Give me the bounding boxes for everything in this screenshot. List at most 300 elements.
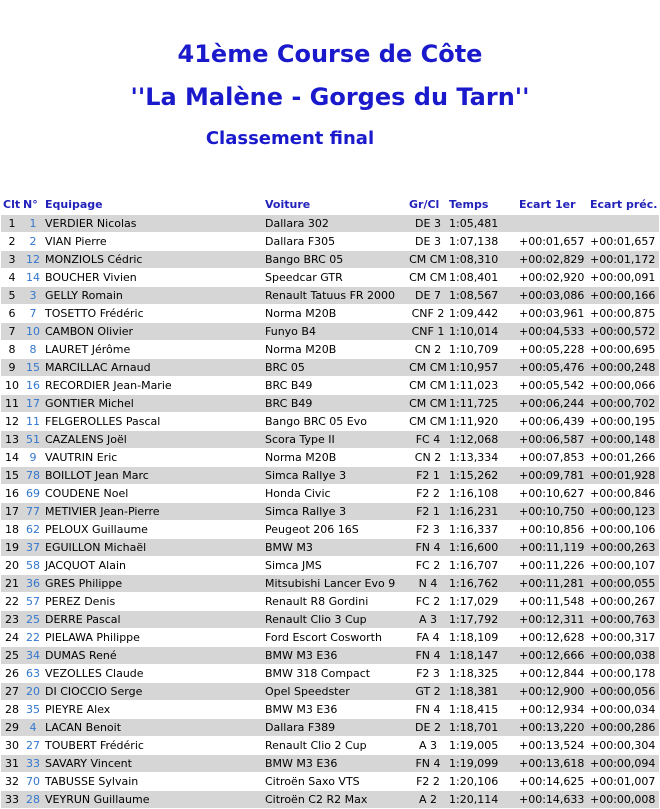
cell-voiture: Renault Clio 2 Cup [263,737,407,755]
cell-ecart-prec: +00:00,695 [588,341,659,359]
cell-temps: 1:16,707 [447,557,517,575]
cell-group-class: FN 4 [407,755,447,773]
cell-ecart-1er: +00:13,524 [517,737,588,755]
cell-ecart-prec: +00:00,055 [588,575,659,593]
cell-clt: 9 [1,359,21,377]
cell-voiture: Speedcar GTR [263,269,407,287]
results-table [1,195,659,808]
cell-ecart-1er: +00:05,228 [517,341,588,359]
cell-voiture: Norma M20B [263,341,407,359]
cell-clt: 5 [1,287,21,305]
cell-ecart-1er: +00:11,548 [517,593,588,611]
cell-voiture: Opel Speedster [263,683,407,701]
cell-equipage: PELOUX Guillaume [43,521,263,539]
cell-ecart-1er: +00:12,666 [517,647,588,665]
cell-equipage: TOSETTO Frédéric [43,305,263,323]
cell-ecart-prec: +00:00,038 [588,647,659,665]
cell-temps: 1:11,920 [447,413,517,431]
table-row [1,755,659,773]
page-subtitle: Classement final [205,128,375,149]
cell-clt: 32 [1,773,21,791]
cell-number: 11 [21,413,43,431]
cell-clt: 19 [1,539,21,557]
table-row [1,485,659,503]
cell-equipage: CAZALENS Joël [43,431,263,449]
cell-temps: 1:13,334 [447,449,517,467]
cell-number: 36 [21,575,43,593]
cell-temps: 1:16,108 [447,485,517,503]
cell-ecart-prec: +00:00,107 [588,557,659,575]
cell-group-class: F2 2 [407,485,447,503]
cell-voiture: BRC B49 [263,395,407,413]
cell-voiture: Mitsubishi Lancer Evo 9 [263,575,407,593]
cell-equipage: PEREZ Denis [43,593,263,611]
cell-temps: 1:05,481 [447,215,517,233]
cell-group-class: CM CM [407,251,447,269]
cell-group-class: F2 2 [407,773,447,791]
cell-voiture: BMW M3 E36 [263,755,407,773]
cell-group-class: CM CM [407,377,447,395]
cell-number: 34 [21,647,43,665]
cell-ecart-1er: +00:06,439 [517,413,588,431]
cell-temps: 1:15,262 [447,467,517,485]
cell-number: 7 [21,305,43,323]
cell-ecart-1er: +00:13,618 [517,755,588,773]
cell-temps: 1:08,401 [447,269,517,287]
cell-equipage: SAVARY Vincent [43,755,263,773]
cell-group-class: DE 3 [407,215,447,233]
cell-temps: 1:09,442 [447,305,517,323]
cell-ecart-prec: +00:00,091 [588,269,659,287]
table-row [1,575,659,593]
cell-temps: 1:11,725 [447,395,517,413]
cell-group-class: DE 3 [407,233,447,251]
cell-equipage: PIEYRE Alex [43,701,263,719]
table-row [1,539,659,557]
cell-clt: 29 [1,719,21,737]
table-row [1,449,659,467]
cell-number: 28 [21,791,43,809]
cell-clt: 25 [1,647,21,665]
cell-number: 15 [21,359,43,377]
cell-ecart-prec: +00:00,106 [588,521,659,539]
cell-ecart-prec: +00:00,148 [588,431,659,449]
cell-ecart-1er: +00:03,086 [517,287,588,305]
cell-ecart-prec: +00:00,572 [588,323,659,341]
cell-number: 14 [21,269,43,287]
cell-clt: 11 [1,395,21,413]
cell-temps: 1:18,415 [447,701,517,719]
cell-temps: 1:12,068 [447,431,517,449]
cell-number: 20 [21,683,43,701]
col-header-ecart-prec: Ecart préc. [588,195,659,215]
table-row [1,251,659,269]
table-row [1,773,659,791]
cell-number: 16 [21,377,43,395]
cell-ecart-prec: +00:00,094 [588,755,659,773]
cell-ecart-1er: +00:10,856 [517,521,588,539]
cell-temps: 1:08,567 [447,287,517,305]
cell-voiture: Peugeot 206 16S [263,521,407,539]
cell-ecart-1er: +00:10,750 [517,503,588,521]
cell-clt: 23 [1,611,21,629]
page-title: 41ème Course de Côte [177,40,483,68]
cell-voiture: Norma M20B [263,449,407,467]
table-row [1,359,659,377]
cell-voiture: Renault R8 Gordini [263,593,407,611]
cell-number: 10 [21,323,43,341]
cell-temps: 1:20,106 [447,773,517,791]
cell-group-class: CM CM [407,413,447,431]
cell-voiture: Simca Rallye 3 [263,503,407,521]
cell-ecart-prec: +00:00,008 [588,791,659,809]
table-row [1,737,659,755]
cell-ecart-1er: +00:09,781 [517,467,588,485]
cell-number: 35 [21,701,43,719]
cell-ecart-prec: +00:01,657 [588,233,659,251]
cell-group-class: GT 2 [407,683,447,701]
cell-temps: 1:20,114 [447,791,517,809]
cell-temps: 1:18,701 [447,719,517,737]
cell-number: 22 [21,629,43,647]
cell-number: 58 [21,557,43,575]
cell-temps: 1:11,023 [447,377,517,395]
cell-number: 27 [21,737,43,755]
cell-number: 63 [21,665,43,683]
cell-ecart-prec: +00:00,195 [588,413,659,431]
cell-temps: 1:18,325 [447,665,517,683]
cell-voiture: Citroën C2 R2 Max [263,791,407,809]
results-table-body [1,215,659,809]
cell-ecart-prec: +00:00,763 [588,611,659,629]
cell-clt: 18 [1,521,21,539]
cell-ecart-prec: +00:00,034 [588,701,659,719]
cell-number: 12 [21,251,43,269]
cell-equipage: MONZIOLS Cédric [43,251,263,269]
table-header-row [1,195,659,215]
col-header-number: N° [21,195,43,215]
table-row [1,395,659,413]
cell-clt: 12 [1,413,21,431]
cell-voiture: Dallara F389 [263,719,407,737]
cell-clt: 1 [1,215,21,233]
table-row [1,341,659,359]
cell-ecart-prec [588,215,659,233]
cell-ecart-1er: +00:13,220 [517,719,588,737]
cell-equipage: BOILLOT Jean Marc [43,467,263,485]
cell-equipage: VERDIER Nicolas [43,215,263,233]
cell-equipage: MARCILLAC Arnaud [43,359,263,377]
cell-equipage: RECORDIER Jean-Marie [43,377,263,395]
cell-ecart-1er: +00:06,587 [517,431,588,449]
cell-group-class: FN 4 [407,701,447,719]
cell-ecart-1er: +00:12,900 [517,683,588,701]
cell-equipage: BOUCHER Vivien [43,269,263,287]
cell-equipage: FELGEROLLES Pascal [43,413,263,431]
cell-ecart-1er: +00:03,961 [517,305,588,323]
cell-clt: 10 [1,377,21,395]
cell-group-class: F2 1 [407,503,447,521]
cell-voiture: Bango BRC 05 [263,251,407,269]
cell-ecart-1er: +00:12,628 [517,629,588,647]
cell-clt: 21 [1,575,21,593]
cell-voiture: Scora Type II [263,431,407,449]
event-name: ''La Malène - Gorges du Tarn'' [130,83,530,111]
table-row [1,233,659,251]
cell-number: 62 [21,521,43,539]
table-row [1,557,659,575]
cell-number: 1 [21,215,43,233]
cell-group-class: FN 4 [407,647,447,665]
cell-temps: 1:17,792 [447,611,517,629]
cell-ecart-prec: +00:00,066 [588,377,659,395]
cell-temps: 1:07,138 [447,233,517,251]
cell-clt: 3 [1,251,21,269]
cell-voiture: Bango BRC 05 Evo [263,413,407,431]
cell-clt: 4 [1,269,21,287]
cell-number: 57 [21,593,43,611]
cell-number: 2 [21,233,43,251]
cell-number: 33 [21,755,43,773]
cell-temps: 1:10,957 [447,359,517,377]
cell-equipage: VEYRUN Guillaume [43,791,263,809]
table-row [1,791,659,809]
cell-number: 37 [21,539,43,557]
cell-clt: 20 [1,557,21,575]
cell-ecart-prec: +00:00,702 [588,395,659,413]
cell-ecart-prec: +00:00,267 [588,593,659,611]
cell-voiture: BRC 05 [263,359,407,377]
cell-voiture: Ford Escort Cosworth [263,629,407,647]
cell-ecart-prec: +00:00,846 [588,485,659,503]
cell-clt: 31 [1,755,21,773]
cell-clt: 26 [1,665,21,683]
cell-group-class: CM CM [407,359,447,377]
cell-temps: 1:16,231 [447,503,517,521]
col-header-group-class: Gr/Cl [407,195,447,215]
cell-temps: 1:19,005 [447,737,517,755]
cell-equipage: GRES Philippe [43,575,263,593]
cell-temps: 1:18,381 [447,683,517,701]
table-row [1,413,659,431]
cell-equipage: DI CIOCCIO Serge [43,683,263,701]
cell-group-class: FC 4 [407,431,447,449]
cell-ecart-prec: +00:00,304 [588,737,659,755]
cell-ecart-prec: +00:01,172 [588,251,659,269]
cell-ecart-1er: +00:14,633 [517,791,588,809]
col-header-voiture: Voiture [263,195,407,215]
table-row [1,215,659,233]
cell-group-class: FA 4 [407,629,447,647]
cell-group-class: CN 2 [407,341,447,359]
cell-clt: 8 [1,341,21,359]
cell-ecart-1er: +00:11,281 [517,575,588,593]
cell-voiture: Citroën Saxo VTS [263,773,407,791]
cell-temps: 1:10,014 [447,323,517,341]
cell-clt: 13 [1,431,21,449]
cell-group-class: CM CM [407,269,447,287]
cell-group-class: F2 3 [407,521,447,539]
cell-equipage: PIELAWA Philippe [43,629,263,647]
table-row [1,323,659,341]
cell-ecart-1er: +00:02,920 [517,269,588,287]
cell-voiture: BMW M3 [263,539,407,557]
cell-group-class: A 2 [407,791,447,809]
cell-ecart-1er: +00:12,844 [517,665,588,683]
cell-ecart-1er [517,215,588,233]
cell-ecart-prec: +00:00,056 [588,683,659,701]
cell-temps: 1:16,762 [447,575,517,593]
cell-clt: 2 [1,233,21,251]
cell-clt: 17 [1,503,21,521]
cell-equipage: LACAN Benoit [43,719,263,737]
table-row [1,431,659,449]
cell-temps: 1:16,600 [447,539,517,557]
cell-ecart-1er: +00:14,625 [517,773,588,791]
cell-ecart-1er: +00:07,853 [517,449,588,467]
cell-voiture: BMW M3 E36 [263,701,407,719]
cell-group-class: A 3 [407,737,447,755]
cell-equipage: CAMBON Olivier [43,323,263,341]
table-row [1,683,659,701]
table-row [1,287,659,305]
cell-group-class: N 4 [407,575,447,593]
cell-ecart-1er: +00:12,934 [517,701,588,719]
cell-temps: 1:19,099 [447,755,517,773]
cell-number: 25 [21,611,43,629]
cell-ecart-prec: +00:00,317 [588,629,659,647]
cell-number: 70 [21,773,43,791]
cell-ecart-1er: +00:05,542 [517,377,588,395]
cell-clt: 30 [1,737,21,755]
cell-number: 8 [21,341,43,359]
table-row [1,467,659,485]
cell-ecart-1er: +00:02,829 [517,251,588,269]
cell-group-class: CNF 1 [407,323,447,341]
col-header-temps: Temps [447,195,517,215]
cell-number: 51 [21,431,43,449]
cell-clt: 6 [1,305,21,323]
table-row [1,719,659,737]
table-row [1,521,659,539]
cell-voiture: Simca JMS [263,557,407,575]
cell-group-class: FC 2 [407,593,447,611]
cell-ecart-prec: +00:01,007 [588,773,659,791]
table-row [1,701,659,719]
cell-number: 3 [21,287,43,305]
cell-equipage: LAURET Jérôme [43,341,263,359]
cell-group-class: FN 4 [407,539,447,557]
cell-number: 9 [21,449,43,467]
table-row [1,269,659,287]
cell-number: 69 [21,485,43,503]
cell-temps: 1:18,109 [447,629,517,647]
cell-equipage: DUMAS René [43,647,263,665]
cell-group-class: A 3 [407,611,447,629]
cell-group-class: DE 2 [407,719,447,737]
cell-equipage: GONTIER Michel [43,395,263,413]
cell-clt: 15 [1,467,21,485]
cell-ecart-prec: +00:00,166 [588,287,659,305]
cell-ecart-1er: +00:04,533 [517,323,588,341]
cell-voiture: Renault Tatuus FR 2000 [263,287,407,305]
cell-group-class: CM CM [407,395,447,413]
cell-ecart-prec: +00:00,123 [588,503,659,521]
cell-clt: 22 [1,593,21,611]
cell-voiture: Renault Clio 3 Cup [263,611,407,629]
cell-temps: 1:10,709 [447,341,517,359]
cell-voiture: Simca Rallye 3 [263,467,407,485]
cell-ecart-1er: +00:06,244 [517,395,588,413]
cell-equipage: JACQUOT Alain [43,557,263,575]
cell-ecart-1er: +00:01,657 [517,233,588,251]
cell-temps: 1:18,147 [447,647,517,665]
cell-clt: 16 [1,485,21,503]
cell-group-class: FC 2 [407,557,447,575]
cell-group-class: CN 2 [407,449,447,467]
col-header-ecart-1er: Ecart 1er [517,195,588,215]
cell-number: 78 [21,467,43,485]
cell-temps: 1:16,337 [447,521,517,539]
table-row [1,305,659,323]
cell-voiture: Dallara F305 [263,233,407,251]
table-row [1,629,659,647]
cell-voiture: BMW M3 E36 [263,647,407,665]
cell-equipage: METIVIER Jean-Pierre [43,503,263,521]
cell-number: 4 [21,719,43,737]
cell-ecart-1er: +00:11,119 [517,539,588,557]
cell-clt: 24 [1,629,21,647]
cell-voiture: Norma M20B [263,305,407,323]
cell-voiture: Honda Civic [263,485,407,503]
cell-temps: 1:17,029 [447,593,517,611]
cell-equipage: TABUSSE Sylvain [43,773,263,791]
table-row [1,665,659,683]
cell-voiture: Funyo B4 [263,323,407,341]
cell-number: 77 [21,503,43,521]
table-row [1,647,659,665]
cell-voiture: BRC B49 [263,377,407,395]
cell-ecart-prec: +00:00,263 [588,539,659,557]
cell-equipage: VIAN Pierre [43,233,263,251]
cell-ecart-prec: +00:01,928 [588,467,659,485]
cell-ecart-1er: +00:10,627 [517,485,588,503]
col-header-equipage: Equipage [43,195,263,215]
cell-number: 17 [21,395,43,413]
cell-ecart-prec: +00:01,266 [588,449,659,467]
cell-ecart-prec: +00:00,286 [588,719,659,737]
cell-equipage: COUDENE Noel [43,485,263,503]
col-header-clt: Clt [1,195,21,215]
cell-voiture: BMW 318 Compact [263,665,407,683]
cell-equipage: VAUTRIN Eric [43,449,263,467]
cell-ecart-1er: +00:12,311 [517,611,588,629]
cell-ecart-prec: +00:00,248 [588,359,659,377]
cell-equipage: DERRE Pascal [43,611,263,629]
table-row [1,377,659,395]
cell-group-class: F2 3 [407,665,447,683]
cell-group-class: CNF 2 [407,305,447,323]
cell-group-class: DE 7 [407,287,447,305]
cell-temps: 1:08,310 [447,251,517,269]
cell-clt: 14 [1,449,21,467]
cell-clt: 33 [1,791,21,809]
cell-equipage: EGUILLON Michaël [43,539,263,557]
cell-equipage: GELLY Romain [43,287,263,305]
table-row [1,593,659,611]
cell-clt: 7 [1,323,21,341]
table-row [1,503,659,521]
